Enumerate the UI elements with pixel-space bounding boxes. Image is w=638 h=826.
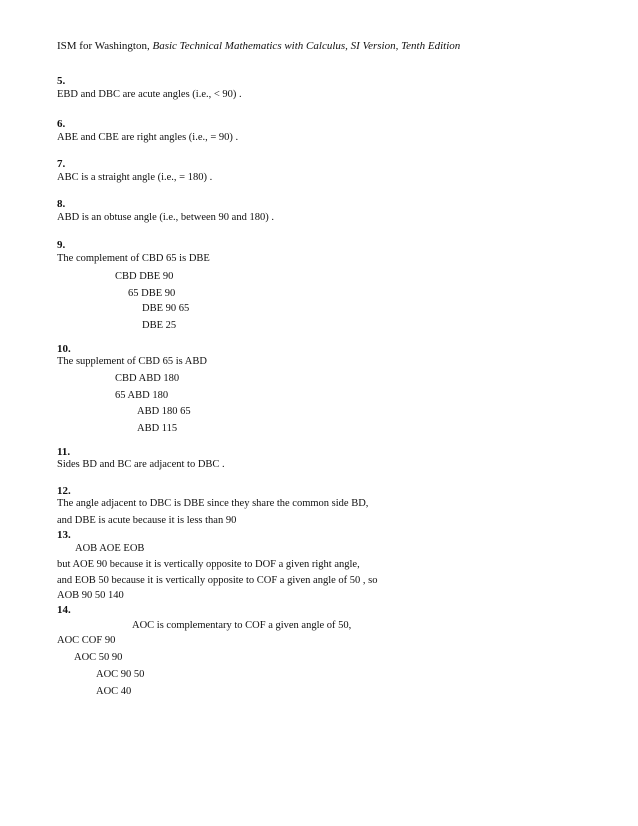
problem-line: AOB AOE EOB bbox=[75, 543, 145, 554]
problem-line: AOC 90 50 bbox=[96, 669, 145, 680]
problem-line: The complement of CBD 65 is DBE bbox=[57, 253, 210, 264]
problem-line: The angle adjacent to DBC is DBE since they share the common side BD, bbox=[57, 498, 369, 509]
problem-number: 11. bbox=[57, 446, 71, 458]
problem-number: 14. bbox=[57, 604, 71, 616]
problem-number: 7. bbox=[57, 158, 66, 170]
problem-line: 65 DBE 90 bbox=[128, 288, 176, 299]
page-header bbox=[57, 40, 460, 52]
problem-line: ABD 180 65 bbox=[137, 406, 191, 417]
problem-line: DBE 25 bbox=[142, 320, 177, 331]
problem-number: 10. bbox=[57, 343, 71, 355]
problem-line: Sides BD and BC are adjacent to DBC . bbox=[57, 459, 225, 470]
header-book-title: Basic Technical Mathematics with Calculus, SI Version, Tenth Edition bbox=[152, 40, 461, 52]
problem-line: and EOB 50 because it is vertically opposite to COF a given angle of 50 , so bbox=[57, 575, 378, 586]
problem-line: EBD and DBC are acute angles (i.e., < 90) . bbox=[57, 89, 242, 100]
problem-line: but AOE 90 because it is vertically opposite to DOF a given right angle, bbox=[57, 559, 360, 570]
problem-line: and DBE is acute because it is less than 90 bbox=[57, 515, 237, 526]
problem-line: AOB 90 50 140 bbox=[57, 590, 124, 601]
problem-number: 12. bbox=[57, 485, 71, 497]
problem-number: 13. bbox=[57, 529, 71, 541]
problem-number: 9. bbox=[57, 239, 66, 251]
problem-line: CBD ABD 180 bbox=[115, 373, 180, 384]
problem-line: ABC is a straight angle (i.e., = 180) . bbox=[57, 172, 213, 183]
problem-line: ABD 115 bbox=[137, 423, 178, 434]
problem-line: AOC is complementary to COF a given angle of 50, bbox=[132, 620, 352, 631]
problem-line: CBD DBE 90 bbox=[115, 271, 174, 282]
problem-line: DBE 90 65 bbox=[142, 303, 190, 314]
problem-number: 6. bbox=[57, 118, 66, 130]
problem-line: AOC 50 90 bbox=[74, 652, 123, 663]
problem-line: The supplement of CBD 65 is ABD bbox=[57, 356, 207, 367]
problem-line: 65 ABD 180 bbox=[115, 390, 169, 401]
problem-line: ABD is an obtuse angle (i.e., between 90 and 180) . bbox=[57, 212, 274, 223]
problem-line: ABE and CBE are right angles (i.e., = 90) . bbox=[57, 132, 239, 143]
problem-line: AOC 40 bbox=[96, 686, 132, 697]
problem-number: 5. bbox=[57, 75, 66, 87]
problem-line: AOC COF 90 bbox=[57, 635, 116, 646]
problem-number: 8. bbox=[57, 198, 66, 210]
header-prefix: ISM for Washington, bbox=[57, 40, 153, 52]
